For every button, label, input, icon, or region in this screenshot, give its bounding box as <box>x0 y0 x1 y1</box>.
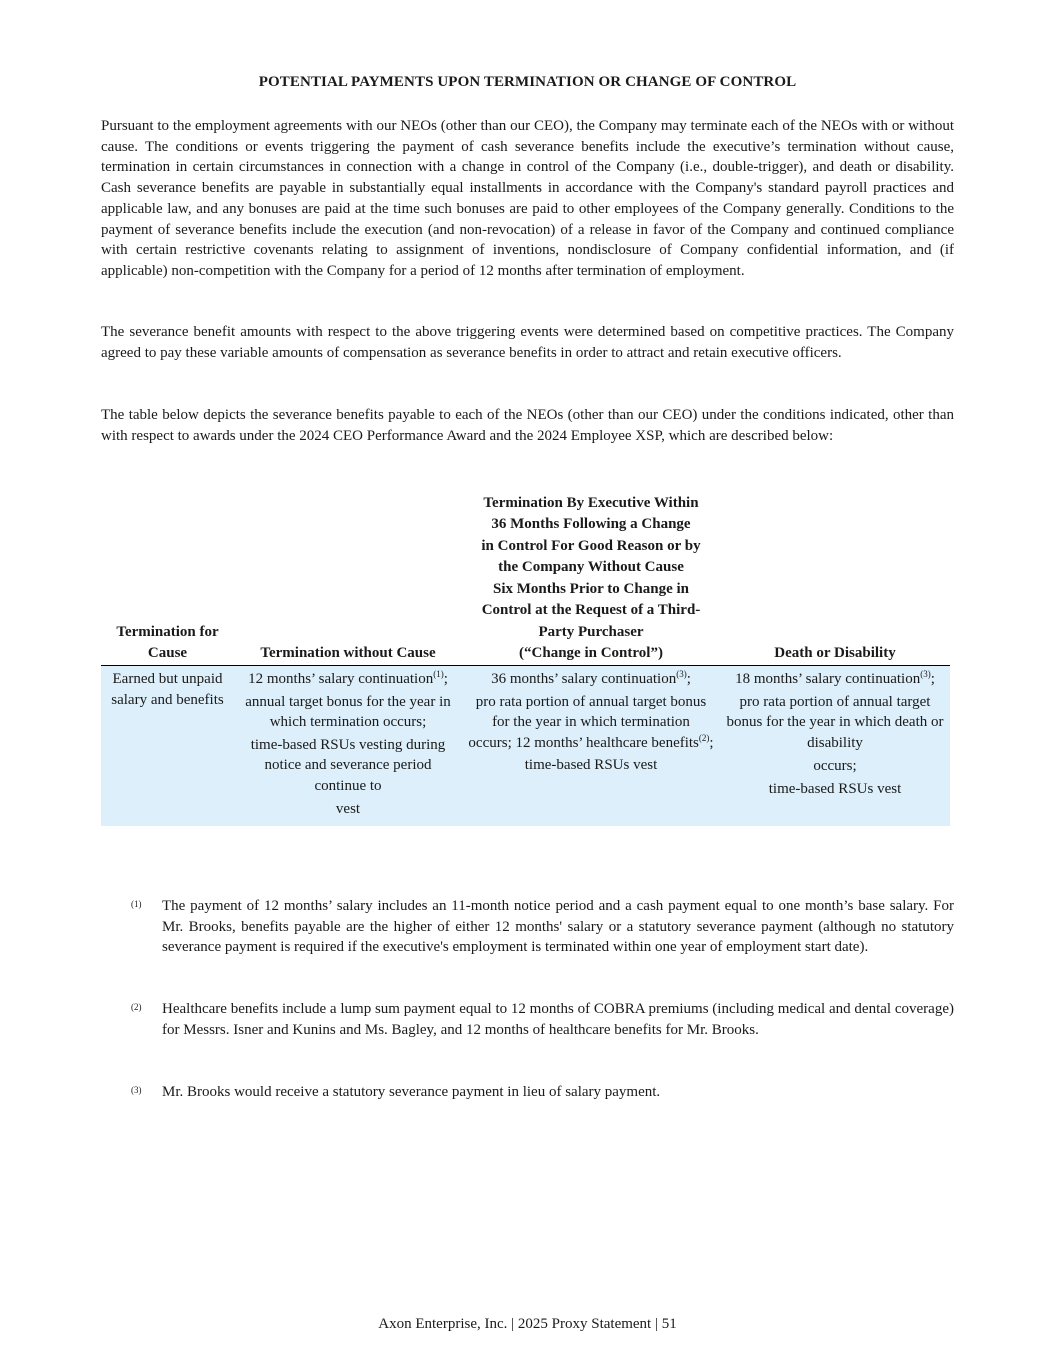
header-change-in-control: Termination By Executive Within 36 Months Following a Change in Control For Good Reason or by the Company Without Cause Six Months Prior to Change in Control at the Request of a Third- Party Purchaser (“Change in Control”) <box>462 493 720 666</box>
header-termination-without-cause: Termination without Cause <box>234 493 462 666</box>
footnote-mark: (3) <box>131 1085 142 1095</box>
cic-bonus: pro rata portion of annual target bonus for the year in which termination <box>475 693 707 730</box>
footnote-text: Healthcare benefits include a lump sum payment equal to 12 months of COBRA premiums (including medical and dental coverage) for Messrs. Isner and Kunins and Ms. Bagley, and 12 months of healthcare benefits for Mr. Brooks. <box>162 1001 954 1038</box>
death-bonus: pro rata portion of annual target bonus for the year in which death or disability <box>726 693 944 751</box>
paragraph-employment-agreements: Pursuant to the employment agreements with our NEOs (other than our CEO), the Company may terminate each of the NEOs with or without cause. The conditions or events triggering the payment of cash severance benefits include the executive’s termination without cause, termination in certain circumstances in connection with a change in control of the Company (i.e., double-trigger), and death or disability. Cash severance benefits are payable in substantially equal installments in accordance with the Company's standard payroll practices and applicable law, and any bonuses are paid at the time such bonuses are paid to other employees of the Company generally. Conditions to the payment of severance benefits include the execution (and non-revocation) of a release in favor of the Company and continued compliance with certain restrictive covenants relating to assignment of inventions, nondisclosure of Company confidential information, and (if applicable) non-competition with the Company for a period of 12 months after termination of employment. <box>101 118 954 279</box>
footnote-ref: (3) <box>676 669 687 679</box>
paragraph-table-intro: The table below depicts the severance benefits payable to each of the NEOs (other than our CEO) under the conditions indicated, other than with respect to awards under the 2024 CEO Performance Award and the 2024 Employee XSP, which are described below: <box>101 407 954 444</box>
death-bonus-end: occurs; <box>813 758 857 774</box>
cell-cause: Earned but unpaid salary and benefits <box>101 666 234 826</box>
table-row <box>101 666 950 826</box>
footnote-text: The payment of 12 months’ salary includes an 11-month notice period and a cash payment equal to one month’s base salary. For Mr. Brooks, benefits payable are the higher of either 12 months' salary or a statutory severance payment (although no statutory severance payment is required if the executive's employment is terminated within one year of employment start date). <box>162 898 954 956</box>
table-header-row <box>101 493 950 666</box>
footnote-ref: (1) <box>433 669 444 679</box>
cell-without-cause <box>234 666 462 826</box>
header-death-or-disability: Death or Disability <box>720 493 950 666</box>
header-termination-for-cause: Termination for Cause <box>101 493 234 666</box>
death-rsu: time-based RSUs vest <box>768 780 902 797</box>
footnote-text: Mr. Brooks would receive a statutory severance payment in lieu of salary payment. <box>162 1084 661 1100</box>
footnote-mark: (2) <box>131 1002 142 1012</box>
footnote-mark: (1) <box>131 899 142 909</box>
section-title: POTENTIAL PAYMENTS UPON TERMINATION OR CHANGE OF CONTROL <box>258 74 797 90</box>
cell-change-in-control <box>462 666 720 826</box>
cic-rsu: time-based RSUs vest <box>524 757 658 773</box>
without-cause-rsu: time-based RSUs vesting during notice and severance period continue to <box>250 736 446 794</box>
severance-benefits-table <box>101 493 950 826</box>
cic-health: occurs; 12 months’ healthcare benefits$^{(2)}$; <box>468 732 714 751</box>
without-cause-rsu-end: vest <box>335 801 361 817</box>
page-footer: Axon Enterprise, Inc. | 2025 Proxy Statement | 51 <box>378 1316 677 1332</box>
death-salary: 18 months’ salary continuation$^{(3)}$; <box>735 669 935 687</box>
footnote-2 <box>101 999 954 1040</box>
cic-salary: 36 months’ salary continuation$^{(3)}$; <box>491 669 691 687</box>
cell-death-or-disability <box>720 666 950 826</box>
paragraph-severance-amounts: The severance benefit amounts with respect to the above triggering events were determined based on competitive practices. The Company agreed to pay these variable amounts of compensation as severance benefits in order to attract and retain executive officers. <box>101 324 954 361</box>
footnote-ref: (3) <box>920 669 931 679</box>
footnote-3 <box>101 1082 954 1103</box>
footnote-ref: (2) <box>698 732 710 743</box>
without-cause-bonus: annual target bonus for the year in which termination occurs; <box>245 693 451 730</box>
without-cause-salary: 12 months’ salary continuation$^{(1)}$; <box>248 669 448 687</box>
footnote-1 <box>101 896 954 958</box>
